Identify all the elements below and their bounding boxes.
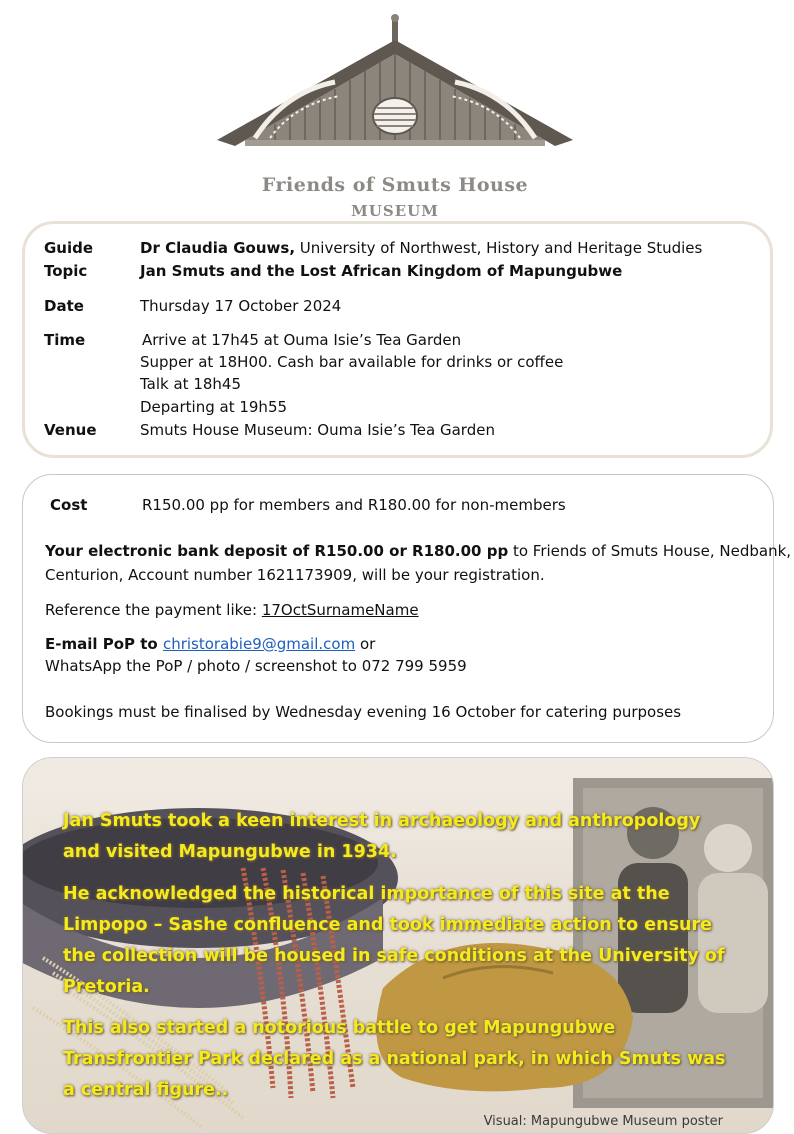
- whatsapp-line: WhatsApp the PoP / photo / screenshot to 072 799 5959: [45, 657, 467, 675]
- date-label: Date: [44, 297, 84, 315]
- guide-name: Dr Claudia Gouws,: [140, 239, 296, 257]
- deposit-bold: Your electronic bank deposit of R150.00 or R180.00 pp: [45, 542, 509, 560]
- email-suffix: or: [355, 635, 376, 653]
- deposit-line: [45, 542, 791, 560]
- reference-line: [45, 601, 419, 619]
- guide-label: Guide: [44, 239, 94, 257]
- story-line-8: Transfrontier Park declared as a national park, in which Smuts was: [63, 1049, 726, 1069]
- time-line-depart: Departing at 19h55: [140, 398, 288, 416]
- story-line-6: Pretoria.: [63, 977, 150, 997]
- cost-label: Cost: [50, 496, 88, 514]
- house-gable-illustration: [215, 12, 575, 172]
- time-line-supper: Supper at 18H00. Cash bar available for drinks or coffee: [140, 353, 564, 371]
- reference-prefix: Reference the payment like:: [45, 601, 262, 619]
- story-line-5: the collection will be housed in safe conditions at the University of: [63, 946, 725, 966]
- image-credit: Visual: Mapungubwe Museum poster: [483, 1114, 723, 1129]
- story-line-7: This also started a notorious battle to get Mapungubwe: [63, 1018, 616, 1038]
- guide-value: [140, 239, 702, 257]
- deposit-line-2: Centurion, Account number 1621173909, will be your registration.: [45, 566, 545, 584]
- deadline-line: Bookings must be finalised by Wednesday evening 16 October for catering purposes: [45, 703, 682, 721]
- time-line-talk: Talk at 18h45: [140, 375, 242, 393]
- story-line-4: Limpopo – Sashe confluence and took immediate action to ensure: [63, 915, 712, 935]
- story-image-panel: [22, 757, 774, 1134]
- topic-label: Topic: [44, 262, 88, 280]
- date-value: Thursday 17 October 2024: [140, 297, 342, 315]
- venue-value: Smuts House Museum: Ouma Isie’s Tea Garden: [140, 421, 495, 439]
- email-line: [45, 635, 375, 653]
- story-line-2: and visited Mapungubwe in 1934.: [63, 842, 397, 862]
- story-line-9: a central figure..: [63, 1080, 229, 1100]
- time-line-arrive: Arrive at 17h45 at Ouma Isie’s Tea Garden: [142, 331, 462, 349]
- story-line-3: He acknowledged the historical importance of this site at the: [63, 884, 670, 904]
- deposit-rest: to Friends of Smuts House, Nedbank,: [508, 542, 792, 560]
- venue-label: Venue: [44, 421, 97, 439]
- guide-affiliation: University of Northwest, History and Heritage Studies: [295, 239, 703, 257]
- story-line-1: Jan Smuts took a keen interest in archaeology and anthropology: [63, 811, 701, 831]
- email-link[interactable]: christorabie9@gmail.com: [162, 635, 356, 653]
- topic-value: Jan Smuts and the Lost African Kingdom of Mapungubwe: [140, 262, 623, 280]
- logo-title: Friends of Smuts House: [261, 174, 529, 196]
- email-label: E-mail PoP to: [45, 635, 163, 653]
- museum-logo: [215, 12, 575, 220]
- cost-value: R150.00 pp for members and R180.00 for non-members: [142, 496, 566, 514]
- time-label: Time: [44, 331, 86, 349]
- logo-subtitle: MUSEUM: [351, 202, 439, 220]
- reference-value: 17OctSurnameName: [261, 601, 419, 619]
